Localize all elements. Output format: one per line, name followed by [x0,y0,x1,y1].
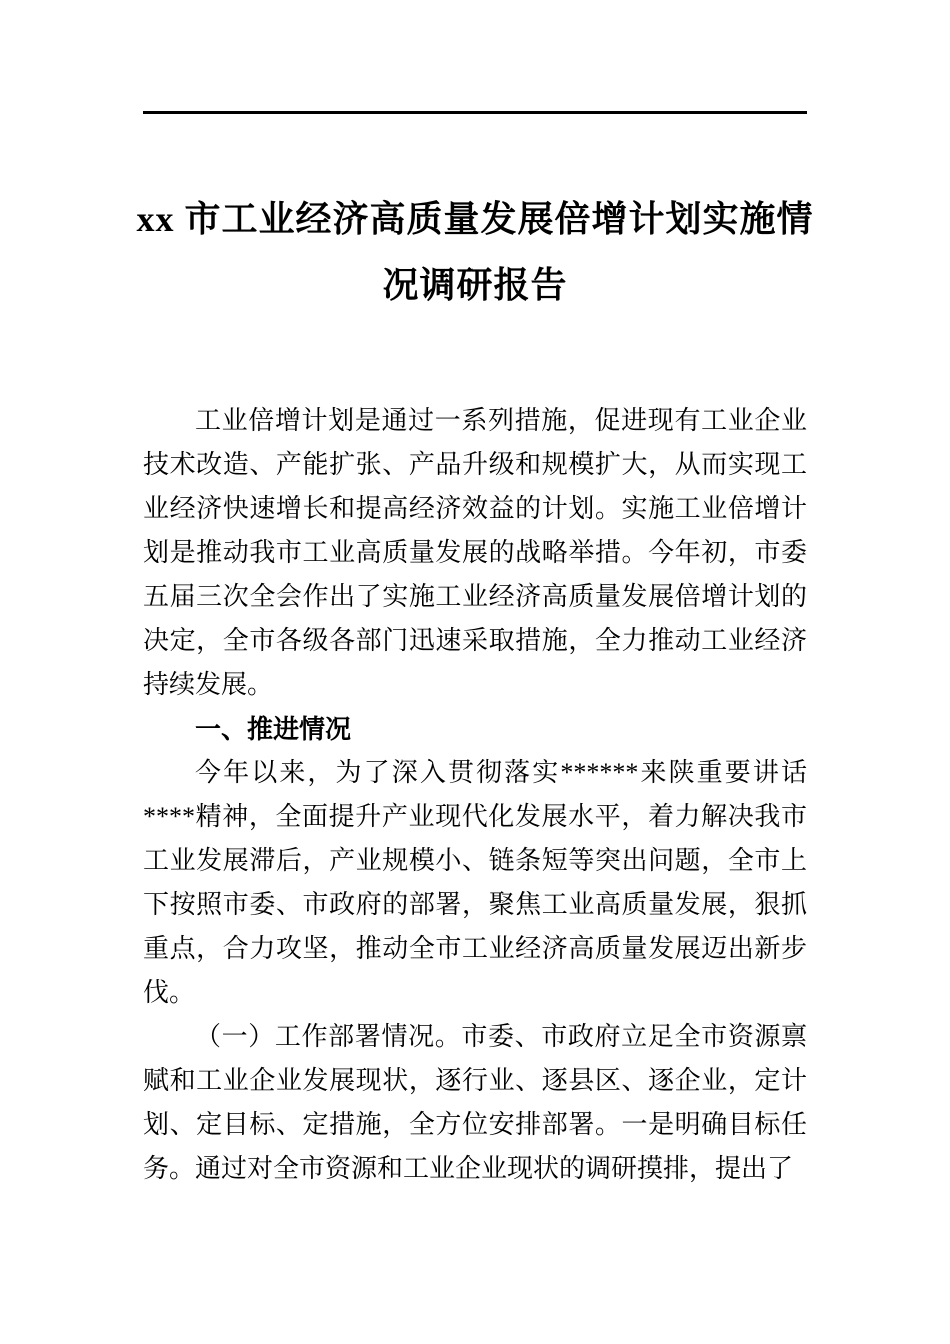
document-title-line-1: xx 市工业经济高质量发展倍增计划实施情 [136,199,814,239]
paragraph-progress: 今年以来，为了深入贯彻落实******来陕重要讲话****精神，全面提升产业现代化发展水平，着力解决我市工业发展滞后，产业规模小、链条短等突出问题，全市上下按照市委、市政府的部署，聚焦工业高质量发展，狠抓重点，合力攻坚，推动全市工业经济高质量发展迈出新步伐。 [143,758,807,1007]
paragraph-deployment-text: 市委、市政府立足全市资源禀赋和工业企业发展现状，逐行业、逐县区、逐企业，定计划、定目标、定措施，全方位安排部署。一是明确目标任务。通过对全市资源和工业企业现状的调研摸排，提出了 [143,1022,807,1183]
document-title-line-2: 况调研报告 [382,265,568,305]
section-heading-1: 一、推进情况 [195,714,352,744]
header-rule [143,111,807,114]
document-title [100,186,850,318]
document-body [143,399,807,1191]
paragraph-deployment-lead: （一）工作部署情况。 [195,1022,462,1051]
paragraph-deployment [143,1015,807,1191]
paragraph-intro: 工业倍增计划是通过一系列措施，促进现有工业企业技术改造、产能扩张、产品升级和规模扩大，从而实现工业经济快速增长和提高经济效益的计划。实施工业倍增计划是推动我市工业高质量发展的战略举措。今年初，市委五届三次全会作出了实施工业经济高质量发展倍增计划的决定，全市各级各部门迅速采取措施，全力推动工业经济持续发展。 [143,406,807,699]
